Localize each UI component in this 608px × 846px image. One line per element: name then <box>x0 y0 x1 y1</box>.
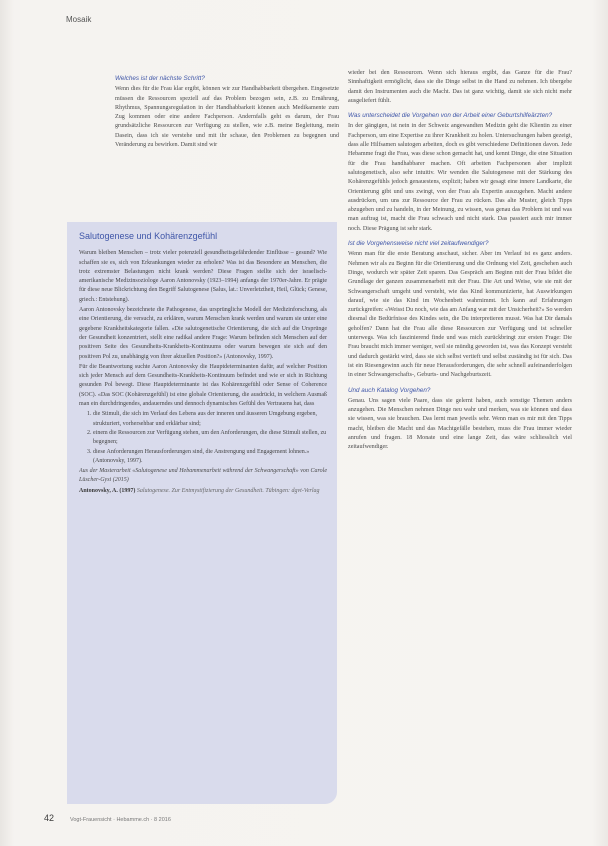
info-box <box>67 222 337 804</box>
answer-paragraph: Genau. Uns sagen viele Paare, dass sie gelernt haben, auch sonstige Themen anders anzugehen. Die Menschen nehmen Dinge neu wahr und merken, was sie können und dass sie wissen, was sie brauchen. Das lernt man jeweils sehr. Wenn man es mir mit den Tipps macht, bleiben die Macht und das Machtgefälle bestehen, muss die Frau immer wieder anrufen und fragen. 18 Monate und eine lange Zeit, das wäre schliesslich viel zeitaufwendiger. <box>348 397 572 451</box>
right-column <box>348 69 572 837</box>
list-item: 3. diese Anforderungen Herausforderungen sind, die Anstrengung und Engagement lohnen.» (Antonovsky, 1997). <box>93 448 327 467</box>
question-heading: Ist die Vorgehensweise nicht viel zeitaufwendiger? <box>348 240 489 248</box>
left-paragraph: Wenn dies für die Frau klar ergibt, können wir zur Handhabbarkeit übergehen. Eingesetzte müssen die Ressourcen speziell auf das Problem bezogen sein, z.B. zu Ernährung, Rhythmus, Spannungsregulation in der Handhabbarkeit können auch Medikamente zum Zug kommen oder eine andere Fachperson. Andernfalls geht es darum, der Frau grundsätzliche Ressourcen zur Verfügung zu stellen, wie z.B. meine Begleitung, mein Dasein, dass ich sie verstehe und mit ihr schaue, den Problemen zu begegnen und Veränderung zu bewirken. Damit sind wir <box>115 86 339 149</box>
source-note: Aus der Masterarbeit «Salutogenese und Hebammenarbeit während der Schwangerschaft» von Carole Lüscher-Gysi (2015) <box>79 468 327 484</box>
list-item: 2. einem die Ressourcen zur Verfügung stehen, um den Anforderungen, die diese Stimuli stellen, zu begegnen; <box>93 429 327 448</box>
section-label: Mosaik <box>66 15 92 24</box>
left-heading: Welches ist der nächste Schritt? <box>115 75 205 82</box>
answer-paragraph: In der gängigen, ist nein in der Schweiz angewandten Medizin geht die Klientin zu einer Fachperson, um eine Expertise zu ihrer Krankheit zu holen. Untersuchungen haben gezeigt, dass alle Hilfsamen salutogen arbeiten, doch es gibt verschiedene Definitionen davon. Jede Hebamme fragt die Frau, was diese schon gemacht hat, und kennt Dinge, die eine Situation für die Frau handhabbarer machen. Oft arbeiten Fachpersonen aber implizit salutogenetisch, also sehr intuitiv. Wir wenden die Salutogenese mit der Stärkung des Kohärenzgefühls jedoch genauestens, explizit; haben wir gesagt eine innere Landkarte, die Orientierung gibt und uns zwingt, von der Frau als Expertin auszugehen. Macht andere ausdrücken, um uns zur Ressource der Frau zu rücken. Das alte Muster, gleich Tipps abzugeben und zu handeln, in der Meinung, zu wissen, was genau das Problem ist und was man auftrag ist, macht die Frau schwach und nicht stark. Das passiert auch mir immer noch. Diese Prägung ist sehr stark. <box>348 123 572 232</box>
page-number: 42 <box>44 813 55 823</box>
info-box-title: Salutogenese und Kohärenzgefühl <box>79 231 218 241</box>
info-box-paragraph: Warum bleiben Menschen – trotz vieler potenziell gesundheitsgefährdender Einflüsse – gesund? Wie schaffen sie es, sich von Erkrankungen wieder zu erholen? Was ist das Besondere an Menschen, die trotz extremster Belastungen nicht krank werden? Diese Fragen stellte sich der israelisch-amerikanische Medizinsoziologe Aaron Antonovsky (1923–1994) anfangs der 1970er-Jahre. Er prägte für diese neue Blickrichtung den Begriff Salutogenese (Salus, lat.: Unverletztheit, Heil, Glück; Genese, griech.: Entstehung). <box>79 250 327 303</box>
question-heading: Was unterscheidet die Vorgehen von der Arbeit einer Geburtshilfeärzten? <box>348 112 553 120</box>
answer-paragraph: Wenn man für die erste Beratung anschaut, sicher. Aber im Verlauf ist es ganz anders. Nehmen wir als zu Beginn für die Orientierung und die Ordnung viel Zeit, geschehen auch Dinge, wodurch wir später Zeit sparen. Das Gespräch am Beginn mit der Frau bildet die Grundlage der ganzen zusammenarbeit mit der Frau. Die Art und Weise, wie sie mit der Schwangerschaft umgeht und versteht, wie das Kind kommunizierte, hat Auswirkungen darauf, wie sie das Kind im Wochenbett wahrnimmt. Ich kann auf Erfahrungen zurückgreifen: «Weisst Du noch, wie das am Anfang war mit der Unsicherheit?» So werden diesmal die Bedürfnisse des Kindes sein, die Du interpretieren musst. Was hat Dir damals geholfen? Dann hat die Frau alle diese Ressourcen zur Verfügung und ist schneller unterwegs. Was ich faszinierend finde und was mich zurückbringt zur ersten Frage: Die Frau braucht mich immer weniger, weil sie mündig geworden ist, was das Konzept versteht und dadurch gestärkt wird, dass sie sich selbst vertieft und selbst zuständig ist für sich. Das ist ein Riesengewinn auch für neue Herausforderungen, die sehr schnell aufeinanderfolgen in einer Schwangerschafts-, Geburts- und Nachgeburtszeit. <box>348 251 572 379</box>
footer-text: Vogt-Frauensicht · Hebamme.ch · 8 2016 <box>70 817 171 823</box>
question-heading: Und auch Katalog Vorgehen? <box>348 386 431 394</box>
reference-author: Antonovsky, A. (1997) <box>79 487 136 494</box>
reference-title: Salutogenese. Zur Entmystifizierung der Gesundheit. Tübingen: dgvt-Verlag <box>136 487 320 494</box>
info-box-paragraph: Für die Beantwortung suchte Aaron Antonovsky die Hauptdeterminanten dafür, auf welcher Position sich jeder Mensch auf dem Gesundheits-Krankheits-Kontinuum befindet und wie er sich in Richtung gesunden Pol bewegt. Diese Hauptdeterminante ist das Kohärenzgefühl oder Sense of Coherence (SOC). «Das SOC (Kohärenzgefühl) ist eine globale Orientierung, die ausdrückt, in welchem Ausmaß man ein durchdringendes, andauerndes und dennoch dynamisches Gefühl des Vertrauens hat, dass <box>79 363 327 408</box>
reference <box>79 487 327 496</box>
list-item: 1. die Stimuli, die sich im Verlauf des Lebens aus der inneren und äusseren Umgebung ergeben, strukturiert, vorhersehbar und erklärbar sind; <box>93 410 327 429</box>
info-box-list <box>79 410 327 466</box>
info-box-content <box>79 226 327 798</box>
info-box-paragraph: Aaron Antonovsky bezeichnete die Pathogenese, das ursprüngliche Modell der Medizinforschung, als eine Orientierung, die versucht, zu erklären, warum Menschen krank werden und warum sie unter eine gegebene Krankheitskategorie fallen. «Die salutogenetische Orientierung, die sich auf die Ursprünge der Gesundheit konzentriert, stellt eine radikal andere Frage: Warum befinden sich Menschen auf der positiven Seite des Gesundheits-Krankheits-Kontinuums oder warum bewegen sie sich auf den positiven Pol zu, unabhängig von ihrer aktuellen Position?» (Antonovsky, 1997). <box>79 307 327 360</box>
left-column <box>115 69 339 219</box>
right-intro: wieder bei den Ressourcen. Wenn sich hieraus ergibt, das Ganze für die Frau? Sinnhaftigkeit ermöglicht, dass sie die Dinge selbst in die Hand zu nehmen. Ich übergebe damit den Instrumenten auch die Macht. Das ist ganz wichtig, damit sie sich nicht mehr ausgeliefert fühlt. <box>348 70 572 104</box>
